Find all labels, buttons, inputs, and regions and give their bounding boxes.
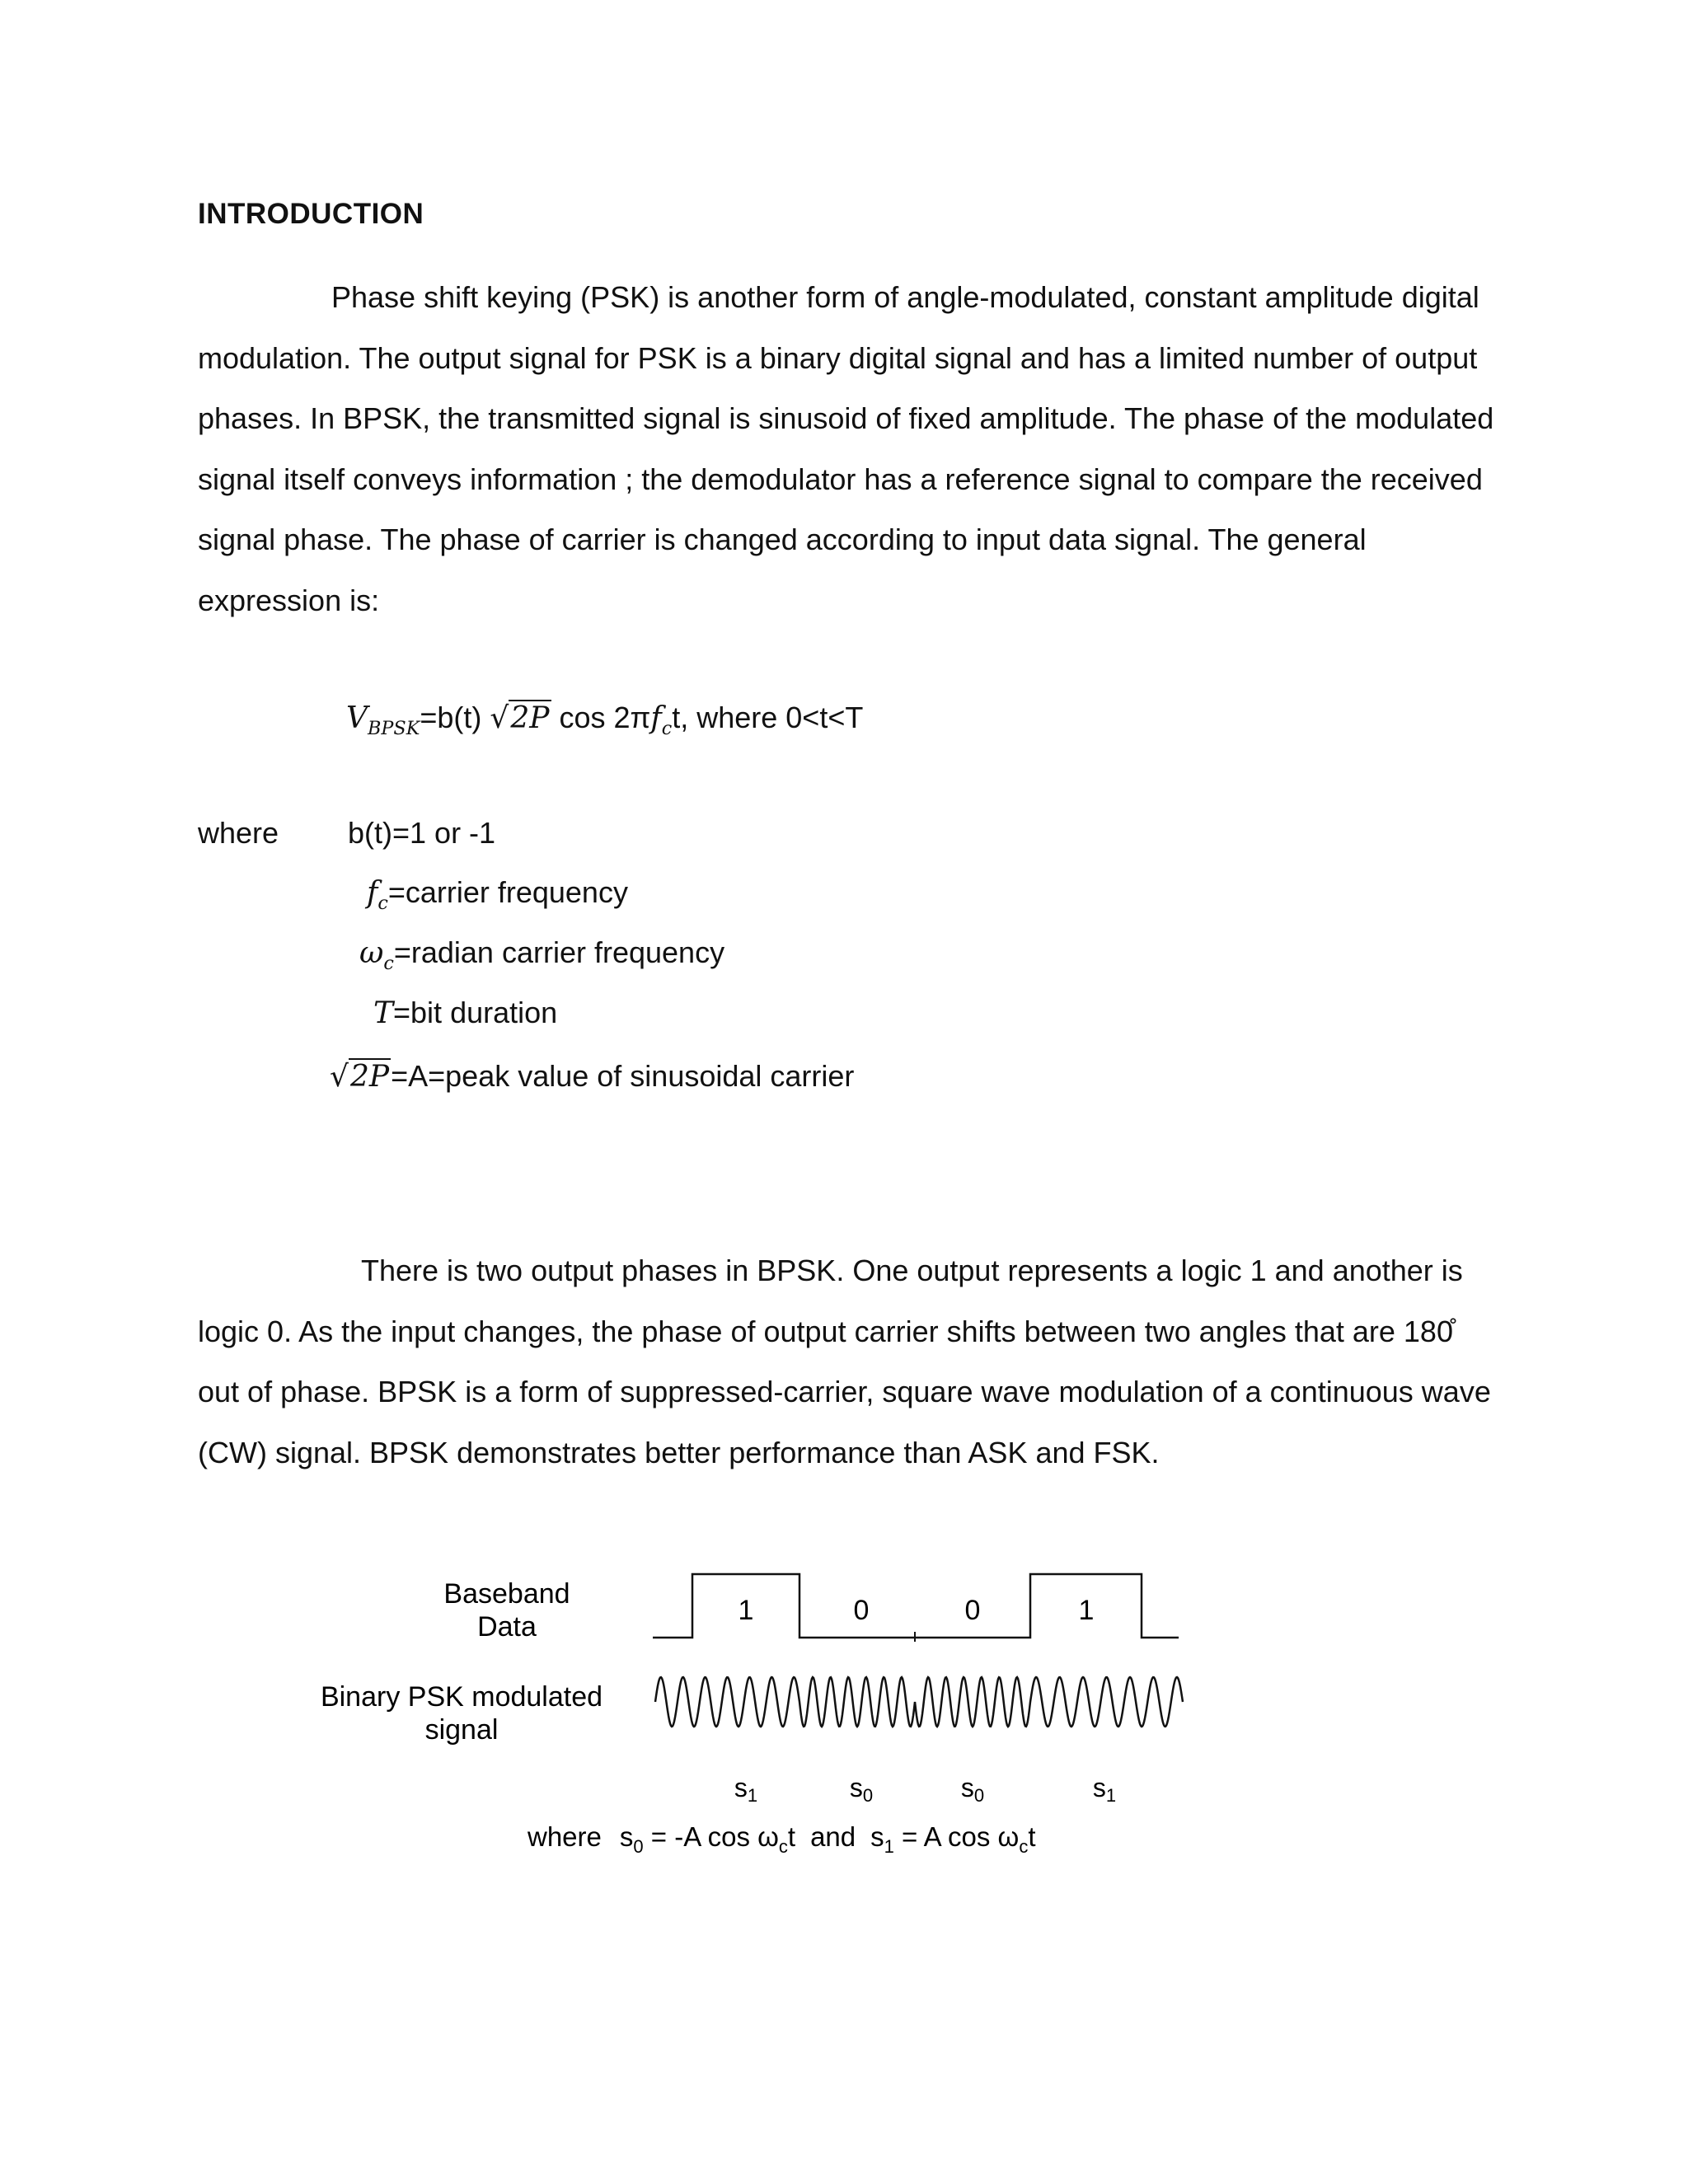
symbol-2-sub: 0 <box>862 1785 874 1806</box>
def-A-text: =A=peak value of sinusoidal carrier <box>391 1059 855 1093</box>
caption-s1: s <box>870 1821 884 1852</box>
symbol-label-4 <box>1093 1773 1116 1806</box>
caption-where: where <box>528 1821 602 1852</box>
symbol-1-s: s <box>734 1773 748 1802</box>
symbol-4-s: s <box>1092 1773 1106 1802</box>
def-T-symbol: T <box>373 996 394 1030</box>
where-label: where <box>198 816 279 850</box>
figure-caption <box>527 1821 1035 1857</box>
symbol-3-sub: 0 <box>973 1785 985 1806</box>
caption-and: and <box>810 1821 856 1852</box>
def-peak-value <box>330 1059 854 1094</box>
symbol-label-3 <box>961 1773 984 1806</box>
bpsk-figure <box>280 1566 1220 1879</box>
caption-t2: t <box>1028 1821 1036 1852</box>
intro-paragraph <box>198 267 1500 630</box>
symbol-1-sub: 1 <box>747 1785 758 1806</box>
formula-sqrt: √2P <box>490 701 550 735</box>
bpsk-paragraph <box>198 1240 1500 1483</box>
caption-s0: s <box>619 1821 634 1852</box>
caption-t1: t <box>787 1821 796 1852</box>
formula-cos: cos 2π <box>551 701 651 734</box>
def-wc-symbol: ω <box>359 936 384 970</box>
def-bt: b(t)=1 or -1 <box>348 816 496 850</box>
formula-rest: t, where 0<t<T <box>672 701 864 734</box>
def-radian-frequency <box>359 935 724 974</box>
caption-s0-c: c <box>778 1836 788 1857</box>
baseband-waveform <box>653 1574 1179 1638</box>
bit-label-4: 1 <box>1078 1595 1095 1626</box>
def-carrier-frequency <box>367 875 628 914</box>
formula-bt: =b(t) <box>420 701 490 734</box>
symbol-label-2 <box>850 1773 873 1806</box>
formula-sqrt-arg: 2P <box>510 701 550 735</box>
caption-s1-expr: = A cos ω <box>893 1821 1020 1852</box>
psk-waveform <box>655 1677 1183 1727</box>
psk-label-line2: signal <box>424 1714 499 1746</box>
def-A-sqrt-arg: 2P <box>349 1060 390 1094</box>
baseband-label-line1: Baseband <box>443 1578 570 1610</box>
def-A-sqrt: √2P <box>330 1060 390 1094</box>
symbol-2-s: s <box>849 1773 863 1802</box>
bpsk-formula <box>346 701 863 739</box>
formula-lhs-sub: BPSK <box>368 718 420 740</box>
psk-label-line1: Binary PSK modulated <box>320 1681 603 1713</box>
def-fc-symbol: f <box>367 876 378 910</box>
def-T-text: =bit duration <box>393 996 558 1029</box>
formula-f-sub: c <box>661 718 673 740</box>
caption-s0-sub: 0 <box>633 1836 644 1857</box>
intro-paragraph-text: Phase shift keying (PSK) is another form of angle-modulated, constant amplitude digital modulation. The output signal for PSK is a binary digital signal and has a limited number of output phases. In BPSK, the transmitted signal is sinusoid of fixed amplitude. The phase of the modulated signal itself conveys information ; the demodulator has a reference signal to compare the received signal phase. The phase of carrier is changed according to input data signal. The general expression is: <box>198 280 1494 617</box>
def-fc-sub: c <box>377 893 388 915</box>
def-fc-text: =carrier frequency <box>387 875 628 909</box>
formula-lhs: V <box>346 701 368 735</box>
def-bit-duration <box>373 996 557 1030</box>
caption-s1-sub: 1 <box>884 1836 894 1857</box>
caption-s1-c: c <box>1019 1836 1029 1857</box>
def-wc-sub: c <box>383 953 394 975</box>
def-wc-text: =radian carrier frequency <box>393 935 725 969</box>
symbol-4-sub: 1 <box>1105 1785 1117 1806</box>
formula-f: f <box>650 701 662 735</box>
bit-label-2: 0 <box>853 1595 870 1626</box>
baseband-label-line2: Data <box>477 1611 537 1643</box>
section-heading: INTRODUCTION <box>198 198 424 230</box>
caption-s0-expr: = -A cos ω <box>643 1821 779 1852</box>
symbol-3-s: s <box>960 1773 974 1802</box>
bpsk-paragraph-text: There is two output phases in BPSK. One output represents a logic 1 and another is logic 0. As the input changes, the phase of output carrier shifts between two angles that are 180̊ out of phase. BPSK is a form of suppressed-carrier, square wave modulation of a continuous wave (CW) signal. BPSK demonstrates better performance than ASK and FSK. <box>198 1254 1491 1469</box>
bit-label-3: 0 <box>964 1595 981 1626</box>
symbol-label-1 <box>734 1773 757 1806</box>
bit-label-1: 1 <box>738 1595 754 1626</box>
